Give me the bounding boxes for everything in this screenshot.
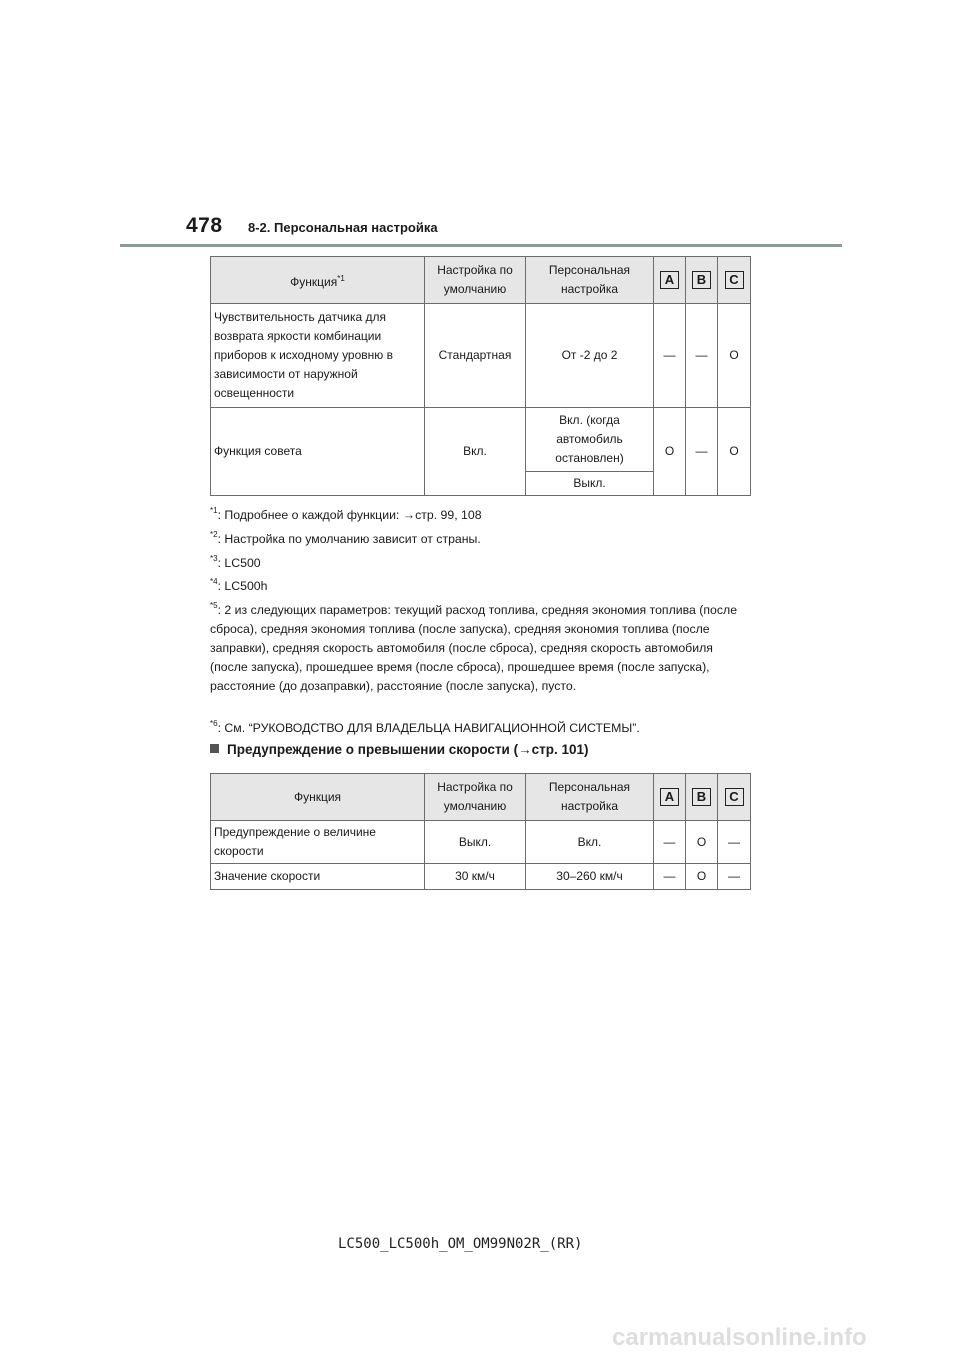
cell-b: — [686, 408, 718, 496]
document-code: LC500_LC500h_OM_OM99N02R_(RR) [338, 1236, 583, 1252]
cell-personal: От -2 до 2 [526, 304, 654, 408]
cell-c: O [718, 408, 751, 496]
cell-function: Чувствительность датчика для возврата яркости комбинации приборов к исходному уровню в зависимости от наружной освещенности [211, 304, 425, 408]
col-personal: Персональная настройка [526, 257, 654, 304]
col-function: Функция [211, 774, 425, 821]
cell-a: — [654, 864, 686, 890]
settings-table-1 [210, 256, 751, 496]
footnote-5: $^{*5}$: 2 из следующих параметров: текущий расход топлива, средняя экономия топлива (после сброса), средняя экономия топлива (после запуска), средняя экономия топлива (после заправки), средняя скорость автомобиля (после сброса), средняя скорость автомобиля (после запуска), прошедшее время (после сброса), прошедшее время (после запуска), расстояние (до дозаправки), расстояние (после запуска), пусто. [210, 601, 738, 694]
c-badge-icon: C [725, 788, 744, 806]
cell-a: — [654, 304, 686, 408]
table-row [211, 864, 751, 890]
table-row [211, 304, 751, 408]
cell-b: O [686, 864, 718, 890]
b-badge-icon: B [692, 271, 711, 289]
cell-personal: Вкл. [526, 821, 654, 864]
cell-default: Вкл. [425, 408, 526, 496]
cell-function: Функция совета [211, 408, 425, 496]
col-default: Настройка по умолчанию [425, 257, 526, 304]
b-badge-icon: B [692, 788, 711, 806]
settings-table-2 [210, 773, 751, 890]
page-number: 478 [186, 214, 223, 237]
table-row [211, 821, 751, 864]
footnote-3: $^{*3}$: LC500 [210, 554, 261, 571]
a-badge-icon: A [660, 788, 679, 806]
cell-default: Выкл. [425, 821, 526, 864]
col-b [686, 257, 718, 304]
cell-function: Предупреждение о величине скорости [211, 821, 425, 864]
col-c [718, 774, 751, 821]
col-function: Функция$^{*1}$ [211, 257, 425, 304]
section-title: 8-2. Персональная настройка [248, 220, 438, 235]
cell-personal-alt: Выкл. [526, 472, 654, 496]
col-c [718, 257, 751, 304]
cell-personal: Вкл. (когда автомобиль остановлен) [526, 408, 654, 472]
subsection-heading: Предупреждение о превышении скорости (→стр. 101) [210, 742, 589, 757]
cell-default: Стандартная [425, 304, 526, 408]
col-personal: Персональная настройка [526, 774, 654, 821]
cell-a: O [654, 408, 686, 496]
col-b [686, 774, 718, 821]
square-bullet-icon [210, 744, 219, 753]
footnote-4: $^{*4}$: LC500h [210, 577, 268, 594]
col-a [654, 257, 686, 304]
cell-default: 30 км/ч [425, 864, 526, 890]
watermark: carmanualsonline.info [612, 1324, 867, 1351]
col-default: Настройка по умолчанию [425, 774, 526, 821]
cell-c: — [718, 864, 751, 890]
footnote-1: $^{*1}$: Подробнее о каждой функции: →стр. 99, 108 [210, 506, 482, 523]
table-header-row [211, 774, 751, 821]
cell-b: — [686, 304, 718, 408]
cell-function: Значение скорости [211, 864, 425, 890]
cell-c: O [718, 304, 751, 408]
header-divider [120, 244, 842, 247]
col-a [654, 774, 686, 821]
cell-personal: 30–260 км/ч [526, 864, 654, 890]
cell-c: — [718, 821, 751, 864]
cell-b: O [686, 821, 718, 864]
cell-a: — [654, 821, 686, 864]
a-badge-icon: A [660, 271, 679, 289]
c-badge-icon: C [725, 271, 744, 289]
footnote-6: $^{*6}$: См. “РУКОВОДСТВО ДЛЯ ВЛАДЕЛЬЦА НАВИГАЦИОННОЙ СИСТЕМЫ”. [210, 719, 640, 736]
footnote-2: $^{*2}$: Настройка по умолчанию зависит от страны. [210, 530, 481, 547]
table-header-row [211, 257, 751, 304]
table-row [211, 408, 751, 472]
